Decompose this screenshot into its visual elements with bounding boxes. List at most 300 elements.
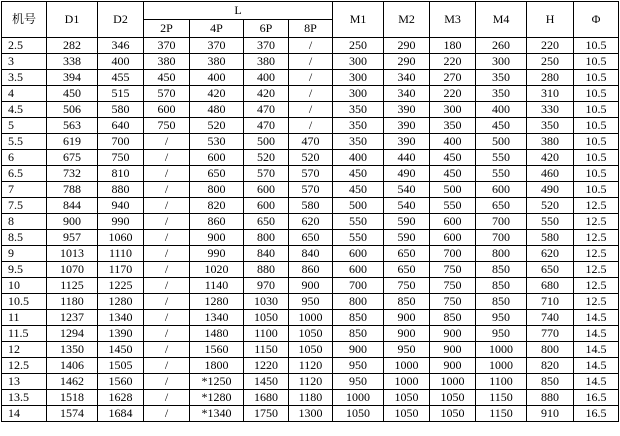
cell-l-2p: 370 — [144, 38, 190, 54]
cell-l-8p: 840 — [289, 246, 333, 262]
cell-m3: 1050 — [430, 406, 476, 422]
table-row — [2, 182, 619, 198]
cell-model: 11.5 — [2, 326, 47, 342]
cell-l-4p: 1560 — [190, 342, 244, 358]
cell-l-2p: / — [144, 326, 190, 342]
header-d2: D2 — [98, 2, 144, 38]
cell-l-4p: 420 — [190, 86, 244, 102]
cell-l-2p: / — [144, 310, 190, 326]
cell-h: 580 — [527, 230, 574, 246]
cell-m3: 900 — [430, 358, 476, 374]
cell-phi: 14.5 — [574, 342, 619, 358]
cell-m3: 500 — [430, 182, 476, 198]
cell-m1: 300 — [333, 86, 384, 102]
cell-l-4p: 480 — [190, 102, 244, 118]
cell-d2: 640 — [98, 118, 144, 134]
cell-m3: 450 — [430, 150, 476, 166]
header-l-6p: 6P — [244, 20, 289, 38]
cell-m1: 550 — [333, 230, 384, 246]
cell-h: 770 — [527, 326, 574, 342]
cell-phi: 16.5 — [574, 406, 619, 422]
cell-l-8p: / — [289, 38, 333, 54]
cell-h: 680 — [527, 278, 574, 294]
cell-h: 220 — [527, 38, 574, 54]
cell-h: 550 — [527, 214, 574, 230]
cell-d2: 1505 — [98, 358, 144, 374]
cell-m2: 440 — [384, 150, 430, 166]
cell-m1: 800 — [333, 294, 384, 310]
cell-l-8p: 1050 — [289, 326, 333, 342]
cell-h: 850 — [527, 374, 574, 390]
cell-m1: 850 — [333, 310, 384, 326]
cell-l-8p: / — [289, 102, 333, 118]
cell-m1: 450 — [333, 182, 384, 198]
cell-l-8p: 950 — [289, 294, 333, 310]
cell-m2: 590 — [384, 214, 430, 230]
cell-m4: 350 — [476, 70, 527, 86]
cell-h: 490 — [527, 182, 574, 198]
cell-l-8p: 580 — [289, 198, 333, 214]
cell-m3: 900 — [430, 326, 476, 342]
cell-l-2p: 750 — [144, 118, 190, 134]
cell-l-6p: 1030 — [244, 294, 289, 310]
cell-model: 14 — [2, 406, 47, 422]
cell-phi: 12.5 — [574, 198, 619, 214]
cell-m1: 250 — [333, 38, 384, 54]
cell-d2: 1170 — [98, 262, 144, 278]
cell-d2: 346 — [98, 38, 144, 54]
cell-m2: 390 — [384, 118, 430, 134]
cell-d2: 990 — [98, 214, 144, 230]
cell-d2: 515 — [98, 86, 144, 102]
cell-m2: 290 — [384, 54, 430, 70]
table-row — [2, 246, 619, 262]
cell-phi: 12.5 — [574, 246, 619, 262]
cell-m4: 850 — [476, 262, 527, 278]
cell-m2: 650 — [384, 246, 430, 262]
cell-phi: 12.5 — [574, 294, 619, 310]
cell-l-4p: 530 — [190, 134, 244, 150]
cell-m2: 750 — [384, 278, 430, 294]
cell-m1: 300 — [333, 70, 384, 86]
cell-m3: 350 — [430, 118, 476, 134]
cell-m4: 550 — [476, 166, 527, 182]
cell-h: 910 — [527, 406, 574, 422]
cell-l-4p: 400 — [190, 70, 244, 86]
cell-m1: 950 — [333, 358, 384, 374]
cell-l-6p: 380 — [244, 54, 289, 70]
cell-m3: 400 — [430, 134, 476, 150]
table-row — [2, 134, 619, 150]
table-row — [2, 326, 619, 342]
cell-m2: 900 — [384, 326, 430, 342]
cell-l-2p: / — [144, 374, 190, 390]
cell-phi: 10.5 — [574, 118, 619, 134]
cell-d1: 1406 — [47, 358, 98, 374]
cell-phi: 10.5 — [574, 102, 619, 118]
cell-phi: 10.5 — [574, 86, 619, 102]
cell-phi: 16.5 — [574, 390, 619, 406]
cell-model: 6 — [2, 150, 47, 166]
cell-d1: 338 — [47, 54, 98, 70]
cell-m1: 300 — [333, 54, 384, 70]
cell-h: 710 — [527, 294, 574, 310]
table-row — [2, 390, 619, 406]
cell-model: 5.5 — [2, 134, 47, 150]
cell-l-4p: 900 — [190, 230, 244, 246]
cell-l-2p: / — [144, 246, 190, 262]
cell-l-8p: 520 — [289, 150, 333, 166]
cell-d1: 788 — [47, 182, 98, 198]
cell-phi: 10.5 — [574, 54, 619, 70]
cell-m2: 950 — [384, 342, 430, 358]
cell-d1: 394 — [47, 70, 98, 86]
cell-d2: 1110 — [98, 246, 144, 262]
cell-l-6p: 650 — [244, 214, 289, 230]
cell-l-6p: 420 — [244, 86, 289, 102]
cell-l-8p: / — [289, 86, 333, 102]
cell-d1: 957 — [47, 230, 98, 246]
cell-d1: 1294 — [47, 326, 98, 342]
cell-l-4p: 800 — [190, 182, 244, 198]
cell-l-6p: 600 — [244, 198, 289, 214]
cell-m2: 900 — [384, 310, 430, 326]
table-row — [2, 230, 619, 246]
cell-m4: 450 — [476, 118, 527, 134]
cell-m4: 600 — [476, 182, 527, 198]
cell-l-4p: 860 — [190, 214, 244, 230]
cell-m3: 750 — [430, 294, 476, 310]
cell-phi: 12.5 — [574, 214, 619, 230]
cell-l-8p: 1180 — [289, 390, 333, 406]
cell-l-6p: 470 — [244, 102, 289, 118]
cell-l-8p: 570 — [289, 166, 333, 182]
cell-phi: 12.5 — [574, 262, 619, 278]
cell-l-4p: 1480 — [190, 326, 244, 342]
cell-m2: 340 — [384, 86, 430, 102]
table-row — [2, 198, 619, 214]
table-row — [2, 166, 619, 182]
cell-l-2p: / — [144, 182, 190, 198]
cell-d1: 563 — [47, 118, 98, 134]
cell-l-2p: / — [144, 262, 190, 278]
cell-l-6p: 1220 — [244, 358, 289, 374]
cell-h: 620 — [527, 246, 574, 262]
cell-m4: 300 — [476, 54, 527, 70]
cell-m2: 490 — [384, 166, 430, 182]
table-row — [2, 294, 619, 310]
cell-m4: 350 — [476, 86, 527, 102]
cell-l-2p: / — [144, 406, 190, 422]
cell-phi: 14.5 — [574, 326, 619, 342]
cell-d1: 282 — [47, 38, 98, 54]
cell-l-6p: 880 — [244, 262, 289, 278]
table-row — [2, 54, 619, 70]
table-row — [2, 358, 619, 374]
cell-l-2p: / — [144, 230, 190, 246]
cell-m4: 1150 — [476, 406, 527, 422]
cell-l-2p: / — [144, 166, 190, 182]
cell-h: 520 — [527, 198, 574, 214]
cell-m1: 600 — [333, 262, 384, 278]
cell-d1: 1013 — [47, 246, 98, 262]
cell-m1: 850 — [333, 326, 384, 342]
cell-l-6p: 520 — [244, 150, 289, 166]
cell-phi: 12.5 — [574, 278, 619, 294]
table-body — [2, 38, 619, 422]
header-h: H — [527, 2, 574, 38]
cell-l-6p: 570 — [244, 166, 289, 182]
cell-l-8p: 1050 — [289, 342, 333, 358]
cell-l-8p: 650 — [289, 230, 333, 246]
cell-m4: 1150 — [476, 390, 527, 406]
cell-d2: 1560 — [98, 374, 144, 390]
table-row — [2, 278, 619, 294]
cell-l-6p: 1450 — [244, 374, 289, 390]
cell-l-2p: / — [144, 198, 190, 214]
cell-h: 250 — [527, 54, 574, 70]
cell-l-4p: 370 — [190, 38, 244, 54]
cell-l-4p: 1340 — [190, 310, 244, 326]
header-row-top — [2, 2, 619, 20]
cell-l-6p: 500 — [244, 134, 289, 150]
cell-m3: 550 — [430, 198, 476, 214]
cell-d1: 450 — [47, 86, 98, 102]
cell-phi: 10.5 — [574, 150, 619, 166]
cell-l-6p: 970 — [244, 278, 289, 294]
cell-d2: 1450 — [98, 342, 144, 358]
cell-m2: 850 — [384, 294, 430, 310]
cell-d2: 810 — [98, 166, 144, 182]
header-l-4p: 4P — [190, 20, 244, 38]
header-model: 机号 — [2, 2, 47, 38]
cell-d1: 1180 — [47, 294, 98, 310]
cell-l-2p: / — [144, 390, 190, 406]
cell-m3: 220 — [430, 86, 476, 102]
cell-phi: 14.5 — [574, 374, 619, 390]
cell-m1: 1050 — [333, 406, 384, 422]
cell-m3: 700 — [430, 246, 476, 262]
cell-m3: 450 — [430, 166, 476, 182]
cell-d2: 1060 — [98, 230, 144, 246]
cell-h: 420 — [527, 150, 574, 166]
cell-l-6p: 1050 — [244, 310, 289, 326]
cell-m4: 1000 — [476, 342, 527, 358]
cell-model: 9.5 — [2, 262, 47, 278]
cell-m4: 260 — [476, 38, 527, 54]
cell-l-6p: 600 — [244, 182, 289, 198]
cell-m4: 850 — [476, 294, 527, 310]
table-row — [2, 102, 619, 118]
cell-l-8p: 900 — [289, 278, 333, 294]
cell-model: 12.5 — [2, 358, 47, 374]
table-row — [2, 86, 619, 102]
cell-l-4p: 1140 — [190, 278, 244, 294]
cell-m3: 1000 — [430, 374, 476, 390]
cell-l-2p: / — [144, 150, 190, 166]
cell-l-6p: 370 — [244, 38, 289, 54]
cell-model: 7 — [2, 182, 47, 198]
table-row — [2, 70, 619, 86]
cell-phi: 10.5 — [574, 182, 619, 198]
cell-d1: 506 — [47, 102, 98, 118]
cell-h: 650 — [527, 262, 574, 278]
table-row — [2, 310, 619, 326]
cell-d2: 750 — [98, 150, 144, 166]
cell-model: 8 — [2, 214, 47, 230]
cell-l-4p: 1280 — [190, 294, 244, 310]
cell-l-8p: 570 — [289, 182, 333, 198]
cell-l-6p: 800 — [244, 230, 289, 246]
cell-h: 880 — [527, 390, 574, 406]
cell-h: 460 — [527, 166, 574, 182]
cell-m1: 400 — [333, 150, 384, 166]
cell-phi: 10.5 — [574, 166, 619, 182]
cell-phi: 12.5 — [574, 230, 619, 246]
cell-h: 380 — [527, 134, 574, 150]
cell-m1: 950 — [333, 374, 384, 390]
cell-m2: 1000 — [384, 374, 430, 390]
cell-m4: 700 — [476, 230, 527, 246]
cell-phi: 10.5 — [574, 134, 619, 150]
cell-model: 4.5 — [2, 102, 47, 118]
cell-h: 740 — [527, 310, 574, 326]
cell-model: 13 — [2, 374, 47, 390]
cell-m1: 350 — [333, 102, 384, 118]
cell-l-4p: *1340 — [190, 406, 244, 422]
cell-model: 5 — [2, 118, 47, 134]
cell-phi: 14.5 — [574, 358, 619, 374]
cell-l-6p: 400 — [244, 70, 289, 86]
header-m3: M3 — [430, 2, 476, 38]
table-row — [2, 150, 619, 166]
cell-d2: 940 — [98, 198, 144, 214]
cell-h: 280 — [527, 70, 574, 86]
cell-m2: 340 — [384, 70, 430, 86]
cell-l-8p: 860 — [289, 262, 333, 278]
cell-l-4p: 520 — [190, 118, 244, 134]
cell-d2: 400 — [98, 54, 144, 70]
cell-m1: 1000 — [333, 390, 384, 406]
cell-l-4p: *1250 — [190, 374, 244, 390]
cell-m4: 850 — [476, 278, 527, 294]
cell-l-8p: 1120 — [289, 374, 333, 390]
cell-d2: 1628 — [98, 390, 144, 406]
cell-l-4p: 600 — [190, 150, 244, 166]
cell-d2: 580 — [98, 102, 144, 118]
table-row — [2, 38, 619, 54]
cell-d2: 1340 — [98, 310, 144, 326]
cell-m1: 600 — [333, 246, 384, 262]
cell-l-6p: 1100 — [244, 326, 289, 342]
cell-model: 10.5 — [2, 294, 47, 310]
table-row — [2, 342, 619, 358]
cell-m1: 450 — [333, 166, 384, 182]
cell-l-4p: *1280 — [190, 390, 244, 406]
cell-m3: 750 — [430, 262, 476, 278]
cell-m3: 850 — [430, 310, 476, 326]
header-m1: M1 — [333, 2, 384, 38]
cell-model: 11 — [2, 310, 47, 326]
cell-phi: 14.5 — [574, 310, 619, 326]
cell-l-6p: 470 — [244, 118, 289, 134]
cell-l-2p: 380 — [144, 54, 190, 70]
cell-l-2p: / — [144, 134, 190, 150]
cell-d1: 1574 — [47, 406, 98, 422]
cell-d1: 732 — [47, 166, 98, 182]
cell-l-2p: / — [144, 278, 190, 294]
cell-m2: 1050 — [384, 406, 430, 422]
cell-m4: 800 — [476, 246, 527, 262]
cell-d1: 1518 — [47, 390, 98, 406]
cell-d1: 1237 — [47, 310, 98, 326]
cell-model: 9 — [2, 246, 47, 262]
cell-m2: 590 — [384, 230, 430, 246]
cell-d1: 1125 — [47, 278, 98, 294]
cell-phi: 10.5 — [574, 38, 619, 54]
cell-d2: 880 — [98, 182, 144, 198]
cell-l-8p: / — [289, 54, 333, 70]
table-header — [2, 2, 619, 38]
cell-h: 350 — [527, 118, 574, 134]
cell-l-4p: 380 — [190, 54, 244, 70]
cell-phi: 10.5 — [574, 70, 619, 86]
table-row — [2, 118, 619, 134]
table-row — [2, 406, 619, 422]
header-m2: M2 — [384, 2, 430, 38]
cell-l-6p: 1750 — [244, 406, 289, 422]
cell-m3: 270 — [430, 70, 476, 86]
cell-d1: 1350 — [47, 342, 98, 358]
header-phi: Φ — [574, 2, 619, 38]
cell-l-6p: 1680 — [244, 390, 289, 406]
cell-h: 330 — [527, 102, 574, 118]
header-l: L — [144, 2, 333, 20]
cell-m4: 1100 — [476, 374, 527, 390]
cell-l-2p: 600 — [144, 102, 190, 118]
cell-l-4p: 820 — [190, 198, 244, 214]
cell-m1: 700 — [333, 278, 384, 294]
cell-model: 13.5 — [2, 390, 47, 406]
cell-d1: 1462 — [47, 374, 98, 390]
cell-m4: 1000 — [476, 358, 527, 374]
cell-l-8p: 1000 — [289, 310, 333, 326]
cell-m3: 600 — [430, 214, 476, 230]
cell-m1: 350 — [333, 118, 384, 134]
cell-l-2p: 450 — [144, 70, 190, 86]
cell-m1: 350 — [333, 134, 384, 150]
cell-l-8p: 1120 — [289, 358, 333, 374]
cell-model: 12 — [2, 342, 47, 358]
cell-m4: 950 — [476, 310, 527, 326]
cell-m4: 650 — [476, 198, 527, 214]
cell-h: 800 — [527, 342, 574, 358]
cell-l-4p: 650 — [190, 166, 244, 182]
spec-table-container — [1, 1, 619, 422]
cell-model: 6.5 — [2, 166, 47, 182]
cell-d2: 1280 — [98, 294, 144, 310]
cell-d1: 900 — [47, 214, 98, 230]
cell-m2: 540 — [384, 198, 430, 214]
cell-l-6p: 1150 — [244, 342, 289, 358]
cell-model: 10 — [2, 278, 47, 294]
cell-m4: 950 — [476, 326, 527, 342]
cell-m4: 550 — [476, 150, 527, 166]
cell-l-4p: 1800 — [190, 358, 244, 374]
cell-model: 3 — [2, 54, 47, 70]
cell-m1: 550 — [333, 214, 384, 230]
cell-l-2p: / — [144, 294, 190, 310]
